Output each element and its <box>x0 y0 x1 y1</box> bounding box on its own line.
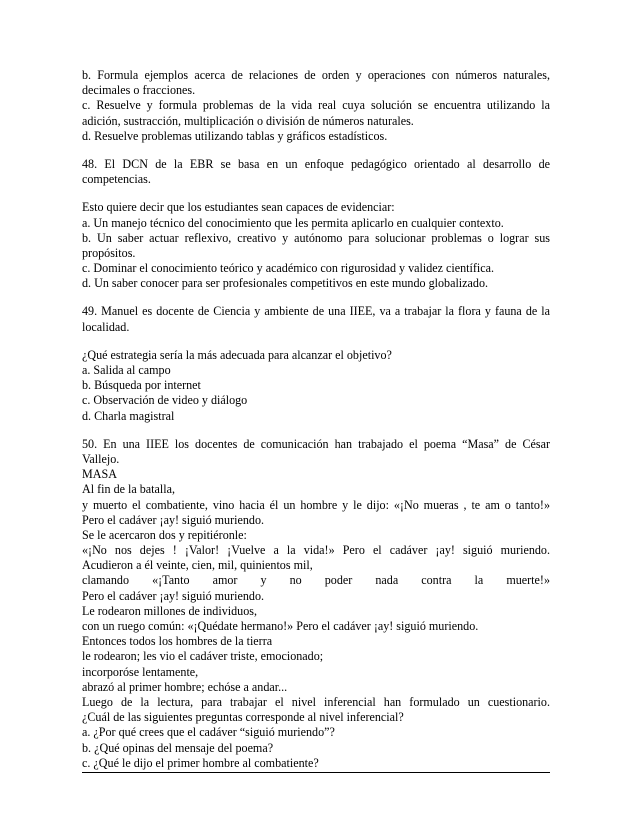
poem-line: Pero el cadáver ¡ay! siguió muriendo. <box>82 588 265 603</box>
poem-line: Entonces todos los hombres de la tierra <box>82 634 273 649</box>
poem-line: Le rodearon millones de individuos, <box>82 603 257 618</box>
spacer <box>82 424 550 437</box>
text-line: Luego de la lectura, para trabajar el nivel inferencial han formulado un cuestionario. <box>82 694 550 709</box>
text-line: adición, sustracción, multiplicación o división de números naturales. <box>82 113 414 128</box>
poem-line: clamando «¡Tanto amor y no poder nada contra la muerte!» <box>82 573 550 588</box>
question-stem: localidad. <box>82 319 130 334</box>
answer-option: c. Observación de video y diálogo <box>82 393 248 408</box>
question-50 <box>82 437 550 771</box>
poem-line: «¡No nos dejes ! ¡Valor! ¡Vuelve a la vida!» Pero el cadáver ¡ay! siguió muriendo. <box>82 543 550 558</box>
question-stem: 48. El DCN de la EBR se basa en un enfoque pedagógico orientado al desarrollo de <box>82 156 550 171</box>
text-line: ¿Cuál de las siguientes preguntas corresponde al nivel inferencial? <box>82 710 404 725</box>
text-line: c. Resuelve y formula problemas de la vida real cuya solución se encuentra utilizando la <box>82 98 550 113</box>
poem-line: Se le acercaron dos y repitiéronle: <box>82 527 247 542</box>
poem-line: y muerto el combatiente, vino hacia él un hombre y le dijo: «¡No mueras , te am o tanto!» <box>82 497 550 512</box>
question-stem: competencias. <box>82 172 151 187</box>
text-line: b. Formula ejemplos acerca de relaciones de orden y operaciones con números naturales, <box>82 68 550 82</box>
poem-line: con un ruego común: «¡Quédate hermano!» Pero el cadáver ¡ay! siguió muriendo. <box>82 619 479 633</box>
poem-line: le rodearon; les vio el cadáver triste, emocionado; <box>82 649 324 664</box>
answer-option: propósitos. <box>82 245 136 260</box>
poem-line: abrazó al primer hombre; echóse a andar... <box>82 679 288 694</box>
document-page <box>82 68 550 771</box>
poem-line: Al fin de la batalla, <box>82 482 176 497</box>
answer-option: c. ¿Qué le dijo el primer hombre al combatiente? <box>82 755 319 770</box>
answer-option: a. Un manejo técnico del conocimiento que les permita aplicarlo en cualquier contexto. <box>82 215 504 230</box>
poem-line: Pero el cadáver ¡ay! siguió muriendo. <box>82 512 265 527</box>
text-line: decimales o fracciones. <box>82 83 196 98</box>
spacer <box>82 335 550 348</box>
question-stem: 49. Manuel es docente de Ciencia y ambiente de una IIEE, va a trabajar la flora y fauna de la <box>82 304 550 319</box>
question-stem: 50. En una IIEE los docentes de comunicación han trabajado el poema “Masa” de César <box>82 436 550 451</box>
text-line: Esto quiere decir que los estudiantes sean capaces de evidenciar: <box>82 200 395 215</box>
poem-line: Acudieron a él veinte, cien, mil, quinientos mil, <box>82 558 313 573</box>
question-48 <box>82 157 550 292</box>
spacer <box>82 291 550 304</box>
answer-option: b. Un saber actuar reflexivo, creativo y autónomo para solucionar problemas o lograr sus <box>82 230 550 245</box>
answer-option: d. Charla magistral <box>82 408 175 423</box>
answer-option: a. ¿Por qué crees que el cadáver “siguió muriendo”? <box>82 725 335 740</box>
answer-option: b. Búsqueda por internet <box>82 378 201 393</box>
spacer <box>82 144 550 157</box>
answer-option: a. Salida al campo <box>82 363 171 377</box>
poem-title: MASA <box>82 467 117 482</box>
question-stem: Vallejo. <box>82 451 120 466</box>
answer-option: b. ¿Qué opinas del mensaje del poema? <box>82 740 274 755</box>
footer-rule <box>82 772 550 773</box>
text-line: ¿Qué estrategia sería la más adecuada para alcanzar el objetivo? <box>82 347 392 362</box>
answer-option: c. Dominar el conocimiento teórico y académico con rigurosidad y validez científica. <box>82 261 495 276</box>
text-line: d. Resuelve problemas utilizando tablas y gráficos estadísticos. <box>82 128 388 143</box>
spacer <box>82 187 550 200</box>
q47-options <box>82 68 550 144</box>
poem-line: incorporóse lentamente, <box>82 664 199 679</box>
question-49 <box>82 304 550 423</box>
answer-option: d. Un saber conocer para ser profesionales competitivos en este mundo globalizado. <box>82 276 489 291</box>
